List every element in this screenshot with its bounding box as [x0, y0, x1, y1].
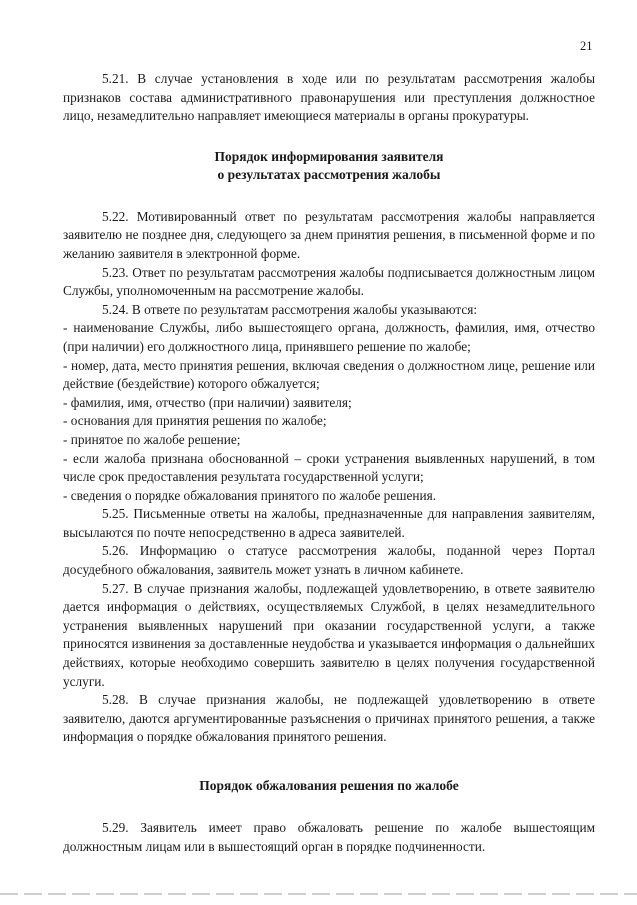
paragraph-5-26: 5.26. Информацию о статусе рассмотрения жалобы, поданной через Портал досудебного обжалования, заявитель может узнать в личном кабинете.	[63, 543, 595, 578]
list-item-appeal-procedure: - сведения о порядке обжалования принятого по жалобе решения.	[63, 487, 437, 503]
list-item-decision-number: - номер, дата, место принятия решения, включая сведения о должностном лице, решение или действие (бездействие) которого обжалуется;	[63, 357, 595, 392]
section-heading-appeal: Порядок обжалования решения по жалобе	[199, 778, 459, 793]
paragraph-5-27: 5.27. В случае признания жалобы, подлежащей удовлетворению, в ответе заявителю дается информация о действиях, осуществляемых Службой, в целях незамедлительного устранения выявленных нарушений при оказании государственной услуги, а также приносятся извинения за доставленные неудобства и указывается информация о дальнейших действиях, которые необходимо совершить заявителю в целях получения государственной услуги.	[63, 580, 595, 689]
paragraph-5-22: 5.22. Мотивированный ответ по результатам рассмотрения жалобы направляется заявителю не позднее дня, следующего за днем принятия решения, в письменной форме и по желанию заявителя в электронной форме.	[63, 208, 595, 261]
section-heading-informing-line2: о результатах рассмотрения жалобы	[217, 166, 441, 182]
paragraph-5-28: 5.28. В случае признания жалобы, не подлежащей удовлетворению в ответе заявителю, даются аргументированные разъяснения о причинах принятого решения, а также информация о порядке обжалования принятого решения.	[63, 692, 595, 745]
page-content	[63, 70, 595, 856]
paragraph-5-25: 5.25. Письменные ответы на жалобы, предназначенные для направления заявителям, высылаются по почте непосредственно в адреса заявителей.	[63, 506, 595, 540]
page-number: 21	[580, 39, 593, 53]
list-item-applicant-name: - фамилия, имя, отчество (при наличии) заявителя;	[63, 394, 352, 410]
paragraph-5-21: 5.21. В случае установления в ходе или по результатам рассмотрения жалобы признаков состава административного правонарушения или преступления должностное лицо, незамедлительно направляет имеющиеся материалы в органы прокуратуры.	[63, 71, 595, 124]
list-item-justified-complaint: - если жалоба признана обоснованной – сроки устранения выявленных нарушений, в том числе срок предоставления результата государственной услуги;	[63, 450, 595, 485]
list-item-service-name: - наименование Службы, либо вышестоящего органа, должность, фамилия, имя, отчество (при наличии) его должностного лица, принявшего решение по жалобе;	[63, 320, 595, 354]
paragraph-5-29: 5.29. Заявитель имеет право обжаловать решение по жалобе вышестоящим должностным лицам или в вышестоящий орган в порядке подчиненности.	[63, 820, 595, 854]
paragraph-5-24: 5.24. В ответе по результатам рассмотрения жалобы указываются:	[102, 301, 478, 317]
list-item-decision-grounds: - основания для принятия решения по жалобе;	[63, 413, 327, 429]
list-item-decision: - принятое по жалобе решение;	[63, 431, 241, 447]
scan-edge-line	[0, 893, 637, 895]
paragraph-5-23: 5.23. Ответ по результатам рассмотрения жалобы подписывается должностным лицом Службы, уполномоченным на рассмотрение жалобы.	[63, 264, 595, 299]
section-heading-informing-line1: Порядок информирования заявителя	[214, 148, 444, 164]
